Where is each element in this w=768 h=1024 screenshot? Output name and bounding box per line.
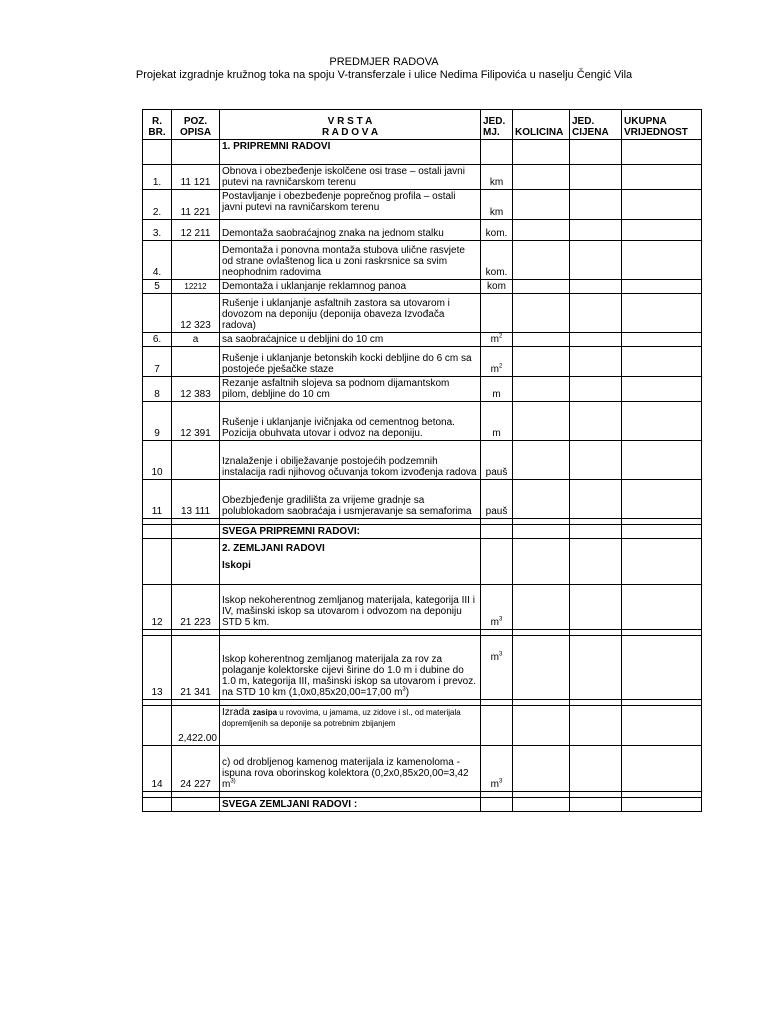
header-poz: POZ. OPISA [172,110,220,140]
section-title: 2. ZEMLJANI RADOVI Iskopi [220,539,481,585]
header-rb: R. BR. [143,110,172,140]
table-row: 5 12212 Demontaža i uklanjanje reklamnog panoa kom [143,280,702,294]
table-row: 1. 11 121 Obnova i obezbeđenje iskolčene osi trase – ostali javni putevi na ravničarskom terenu km [143,165,702,190]
section-total-row [143,525,702,539]
table-row: 12 323 Rušenje i uklanjanje asfaltnih zastora sa utovarom i dovozom na deponiju (deponija obaveza Izvođača radova) [143,294,702,333]
table-row: 6. a sa saobraćajnice u debljini do 10 cm $m^2$ [143,333,702,347]
header-jed: JED. MJ. [481,110,513,140]
section-total: SVEGA ZEMLJANI RADOVI : [220,798,481,812]
table-row: 10 Iznalaženje i obilježavanje postojećih podzemnih instalacija radi njihovog očuvanja tokom izvođenja radova pauš [143,441,702,480]
section-row [143,539,702,585]
table-row: 11 13 111 Obezbjeđenje gradilišta za vrijeme gradnje sa polublokadom saobraćaja i usmjeravanje sa semaforima pauš [143,480,702,519]
bill-of-quantities-table [142,109,702,812]
section-title: 1. PRIPREMNI RADOVI [220,140,481,165]
header-vrsta: V R S T A R A D O V A [220,110,481,140]
section-total: SVEGA PRIPREMNI RADOVI: [220,525,481,539]
table-row: 3. 12 211 Demontaža saobraćajnog znaka na jednom stalku kom. [143,220,702,241]
section-row [143,140,702,165]
header-kolicina: KOLICINA [513,110,570,140]
table-row: 14 24 227 c) od drobljenog kamenog materijala iz kamenoloma - ispuna rova oborinskog kolektora (0,2x0,85x20,00=3,42 $m^{3)}$ $m^3$ [143,746,702,792]
header-cijena: JED. CIJENA [570,110,622,140]
table-header [143,110,702,140]
header-ukupno: UKUPNA VRIJEDNOST [622,110,702,140]
table-row: 7 Rušenje i uklanjanje betonskih kocki debljine do 6 cm sa postojeće pješačke staze $m^2$ [143,347,702,377]
section-total-row [143,798,702,812]
table-row: 8 12 383 Rezanje asfaltnih slojeva sa podnom dijamantskom pilom, debljine do 10 cm m [143,377,702,402]
document-subtitle: Projekat izgradnje kružnog toka na spoju V-transferzale i ulice Nedima Filipovića u naselju Čengić Vila [135,69,633,81]
table-row: 4. Demontaža i ponovna montaža stubova ulične rasvjete od strane ovlaštenog lica u zoni raskrsnice sa svim neophodnim radovima kom. [143,241,702,280]
document-title: PREDMJER RADOVA [329,56,439,68]
table-row: 2,422.00 Izrada zasipa u rovovima, u jamama, uz zidove i sl., od materijala dopremljenih sa deponije sa potrebnim zbijanjem [143,706,702,746]
table-row: 13 21 341 Iskop koherentnog zemljanog materijala za rov za polaganje kolektorske cijevi širine do 1.0 m i dubine do 1.0 m, kategorija III, mašinski iskop sa utovarom i prevoz. na STD 10 km (1,0x0,85x20,00=17,00 $m^3$) $m^3$ [143,636,702,700]
table-row: 9 12 391 Rušenje i uklanjanje ivičnjaka od cementnog betona. Pozicija obuhvata utovar i odvoz na deponiju. m [143,402,702,441]
table-row: 12 21 223 Iskop nekoherentnog zemljanog materijala, kategorija III i IV, mašinski iskop sa utovarom i odvozom na deponiju STD 5 km. $m^3$ [143,585,702,630]
table-row: 2. 11 221 Postavljanje i obezbeđenje poprečnog profila – ostali javni putevi na ravničarskom terenu km [143,190,702,220]
